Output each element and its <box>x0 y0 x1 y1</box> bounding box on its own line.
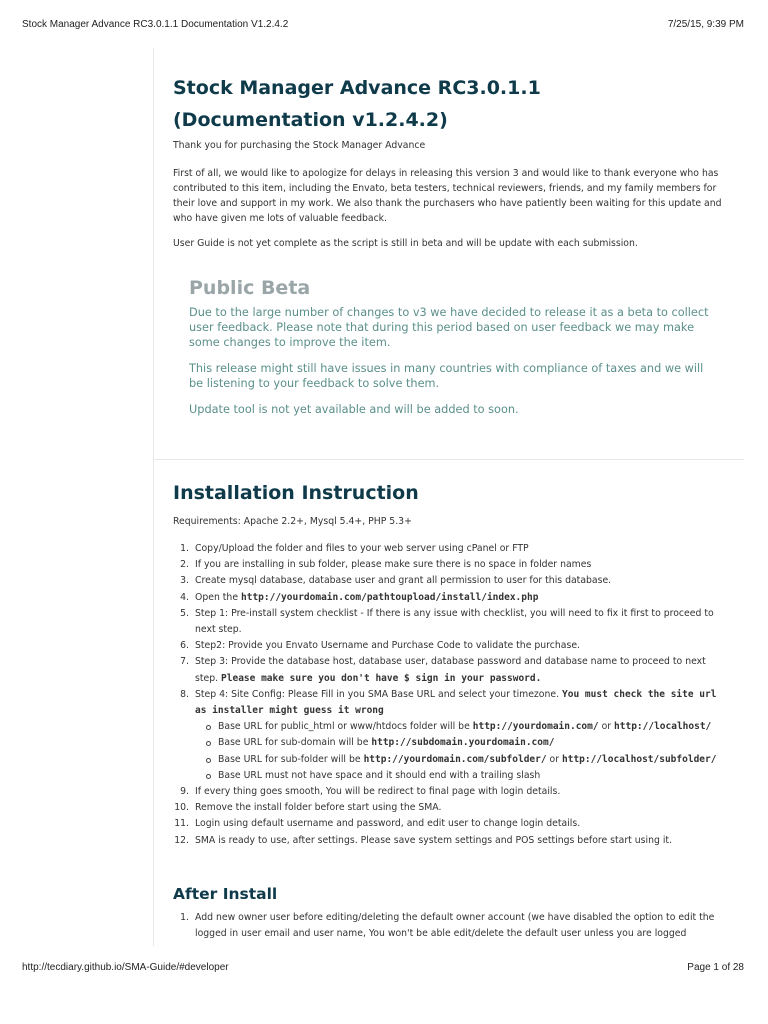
page-title-line2: (Documentation v1.2.4.2) <box>173 109 448 131</box>
installation-heading: Installation Instruction <box>173 482 419 504</box>
sub-list-item: Base URL for sub-folder will be http://yourdomain.com/subfolder/ or http://localhost/subfolder/ <box>218 752 728 768</box>
list-item: 6. Step2: Provide you Envato Username and Purchase Code to validate the purchase. <box>180 640 581 652</box>
list-item: 10. Remove the install folder before start using the SMA. <box>174 802 442 814</box>
print-footer-page-number: Page 1 of 28 <box>687 962 744 973</box>
page-title <box>173 72 733 136</box>
list-item: 3. Create mysql database, database user and grant all permission to user for this database. <box>180 575 612 587</box>
public-beta-paragraph-2: This release might still have issues in many countries with compliance of taxes and we will be listening to your feedback to solve them. <box>189 362 704 390</box>
sub-list-item: Base URL must not have space and it should end with a trailing slash <box>218 768 728 784</box>
list-item: 1. Copy/Upload the folder and files to your web server using cPanel or FTP <box>180 543 529 554</box>
print-footer-url: http://tecdiary.github.io/SMA-Guide/#developer <box>22 962 229 973</box>
thank-you-text: Thank you for purchasing the Stock Manager Advance <box>173 140 426 151</box>
site-url-warning-code: You must check the site url as installer might guess it wrong <box>195 688 717 717</box>
public-beta-paragraph-1: Due to the large number of changes to v3 we have decided to release it as a beta to collect user feedback. Please note that during this period based on user feedback we may make some changes to improve the item. <box>189 306 709 349</box>
list-item: 2. If you are installing in sub folder, please make sure there is no space in folder names <box>180 559 592 571</box>
user-guide-note: User Guide is not yet complete as the script is still in beta and will be update with each submission. <box>173 238 638 249</box>
requirements-text: Requirements: Apache 2.2+, Mysql 5.4+, PHP 5.3+ <box>173 516 412 527</box>
page-bottom-clip <box>0 946 768 960</box>
base-url-sublist <box>195 719 728 784</box>
list-item: 12. SMA is ready to use, after settings. Please save system settings and POS settings before start using it. <box>174 834 673 846</box>
list-item: 9. If every thing goes smooth, You will be redirect to final page with login details. <box>180 786 561 798</box>
list-item: 7. Step 3: Provide the database host, database user, database password and database name to proceed to next step. Please make sure you don't have $ sign in your password. <box>180 656 706 684</box>
sub-list-item: Base URL for public_html or www/htdocs folder will be http://yourdomain.com/ or http://localhost/ <box>218 719 728 735</box>
list-item: 1. Add new owner user before editing/deleting the default owner account (we have disabled the option to edit the logged in user email and user name, You won't be able edit/delete the default user unless you are logged <box>180 912 715 940</box>
public-beta-paragraph-3: Update tool is not yet available and will be added to soon. <box>189 403 519 416</box>
page-title-line1: Stock Manager Advance RC3.0.1.1 <box>173 77 541 99</box>
print-header <box>22 19 744 33</box>
install-url-code: http://yourdomain.com/pathtoupload/install/index.php <box>241 591 539 603</box>
list-item: 8. Step 4: Site Config: Please Fill in you SMA Base URL and select your timezone. You must check the site url as installer might guess it wrong Base URL for public_html or www/htdocs folder will be http://yourdomain.com/ or http://localhost/ Base URL for sub-domain will be http://subdomain.yourdomain.com/ Base URL for sub-folder will be http://yourdomain.com/subfolder/ or http://localhost/subfolder/ Base URL must not have space and it should end with a trailing slash <box>173 687 728 784</box>
installation-steps-list <box>173 541 728 849</box>
section-divider <box>153 459 744 460</box>
sub-list-item: Base URL for sub-domain will be http://subdomain.yourdomain.com/ <box>218 735 728 751</box>
list-item: 11. Login using default username and password, and edit user to change login details. <box>174 818 581 830</box>
print-header-title: Stock Manager Advance RC3.0.1.1 Documentation V1.2.4.2 <box>22 19 289 30</box>
list-item: 5. Step 1: Pre-install system checklist - If there is any issue with checklist, you will need to fix it first to proceed to next step. <box>180 607 714 636</box>
after-install-heading: After Install <box>173 885 278 903</box>
public-beta-heading: Public Beta <box>189 277 311 299</box>
intro-paragraph: First of all, we would like to apologize for delays in releasing this version 3 and would like to thank everyone who has contributed to this item, including the Envato, beta testers, technical reviewers, friends, and my family members for their love and support in my work. We also thank the purchasers who have patiently been waiting for this update and who have given me lots of valuable feedback. <box>173 168 722 224</box>
content-divider-vertical <box>153 48 154 946</box>
print-header-timestamp: 7/25/15, 9:39 PM <box>667 19 744 30</box>
password-warning-code: Please make sure you don't have $ sign in your password. <box>221 672 542 684</box>
list-item: 4. Open the http://yourdomain.com/pathtoupload/install/index.php <box>180 591 539 603</box>
after-install-list <box>173 910 728 942</box>
print-footer <box>22 962 744 976</box>
